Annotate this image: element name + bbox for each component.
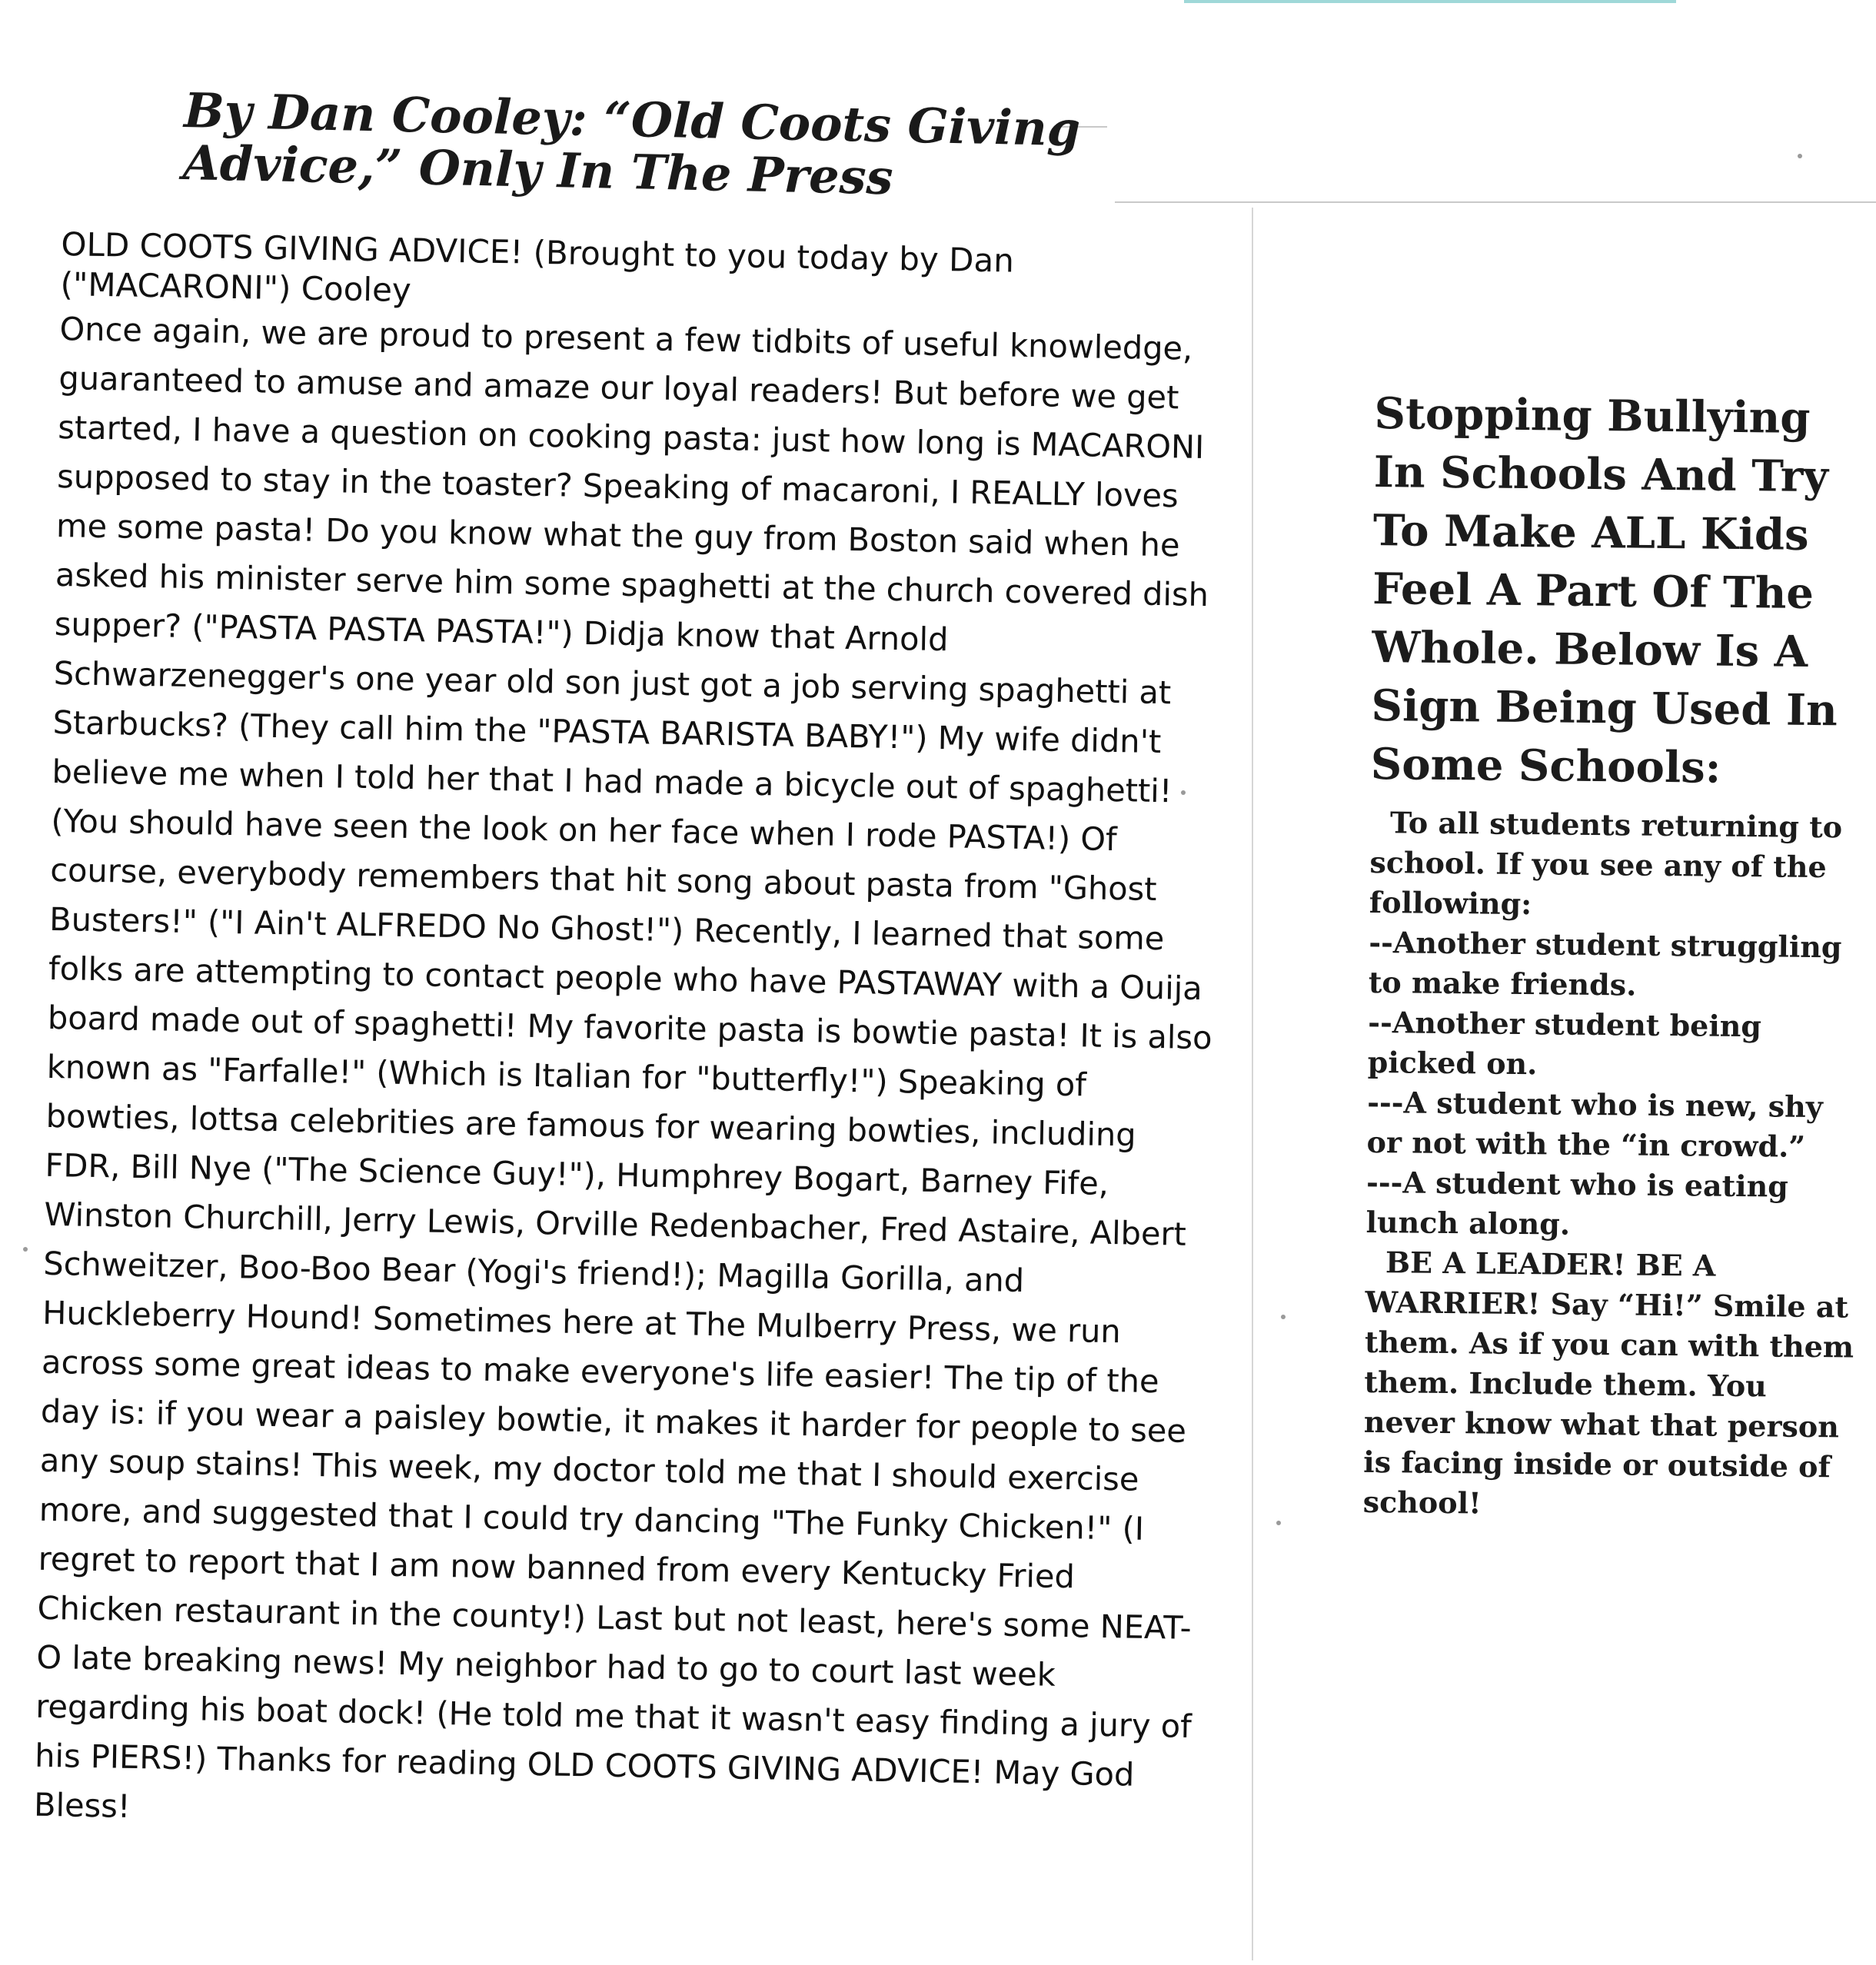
sidebar-line-closing: BE A LEADER! BE A WARRIER! Say “Hi!” Smile at them. As if you can with them them. Include them. You never know what that person is facing inside or outside of school!	[1362, 1245, 1854, 1521]
scan-speck	[1276, 1521, 1281, 1525]
sidebar-line-3: ---A student who is new, shy or not with the “in crowd.”	[1366, 1084, 1824, 1164]
scan-edge	[1252, 208, 1253, 1960]
scan-speck	[23, 1247, 28, 1252]
article	[34, 224, 1230, 1850]
sidebar-line-4: ---A student who is eating lunch along.	[1365, 1164, 1789, 1242]
sidebar-heading: Stopping Bullying In Schools And Try To Make ALL Kids Feel A Part Of The Whole. Below Is A Sign Being Used In Some Schools:	[1370, 387, 1838, 793]
sidebar-line-1: --Another student struggling to make friends.	[1368, 924, 1842, 1002]
sidebar-notice	[1363, 384, 1867, 1528]
sidebar-line-intro: To all students returning to school. If you see any of the following:	[1369, 805, 1843, 922]
scan-speck	[1798, 154, 1802, 158]
article-body: Once again, we are proud to present a few tidbits of useful knowledge, guaranteed to amuse and amaze our loyal readers! But before we get started, I have a question on cooking pasta: just how long is MACARONI supposed to stay in the toaster? Speaking of macaroni, I REALLY loves me some pasta! Do you know what the guy from Boston said when he asked his minister serve him some spaghetti at the church covered dish supper? ("PASTA PASTA PASTA!") Didja know that Arnold Schwarzenegger's one year old son just got a job serving spaghetti at Starbucks? (They call him the "PASTA BARISTA BABY!") My wife didn't believe me when I told her that I had made a bicycle out of spaghetti! (You should have seen the look on her face when I rode PASTA!) Of course, everybody remembers that hit song about pasta from "Ghost Busters!" ("I Ain't ALFREDO No Ghost!") Recently, I learned that some folks are attempting to contact people who have PASTAWAY with a Ouija board made out of spaghetti! My favorite pasta is bowtie pasta! It is also known as "Farfalle!" (Which is Italian for "butterfly!") Speaking of bowties, lottsa celebrities are famous for wearing bowties, including FDR, Bill Nye ("The Science Guy!"), Humphrey Bogart, Barney Fife, Winston Churchill, Jerry Lewis, Orville Redenbacher, Fred Astaire, Albert Schweitzer, Boo-Boo Bear (Yogi's friend!); Magilla Gorilla, and Huckleberry Hound! Sometimes here at The Mulberry Press, we run across some great ideas to make everyone's life easier! The tip of the day is: if you wear a paisley bowtie, it makes it harder for people to see any soup stains! This week, my doctor told me that I should exercise more, and suggested that I could try dancing "The Funky Chicken!" (I regret to report that I am now banned from every Kentucky Fried Chicken restaurant in the county!) Last but not least, here's some NEAT-O late breaking news! My neighbor had to go to court last week regarding his boat dock! (He told me that it wasn't easy finding a jury of his PIERS!) Thanks for reading OLD COOTS GIVING ADVICE! May God Bless!	[33, 309, 1212, 1825]
sidebar-line-2: --Another student being picked on.	[1367, 1004, 1762, 1082]
scan-rule	[1115, 201, 1876, 203]
sidebar-body	[1363, 803, 1863, 1528]
article-title: OLD COOTS GIVING ADVICE! (Brought to you today by Dan ("MACARONI") Cooley	[60, 224, 1015, 309]
headline: By Dan Cooley: “Old Coots Giving Advice,” Only In The Press	[182, 82, 1081, 206]
scan-edge-tint	[1184, 0, 1676, 3]
scan-speck	[1281, 1315, 1286, 1319]
